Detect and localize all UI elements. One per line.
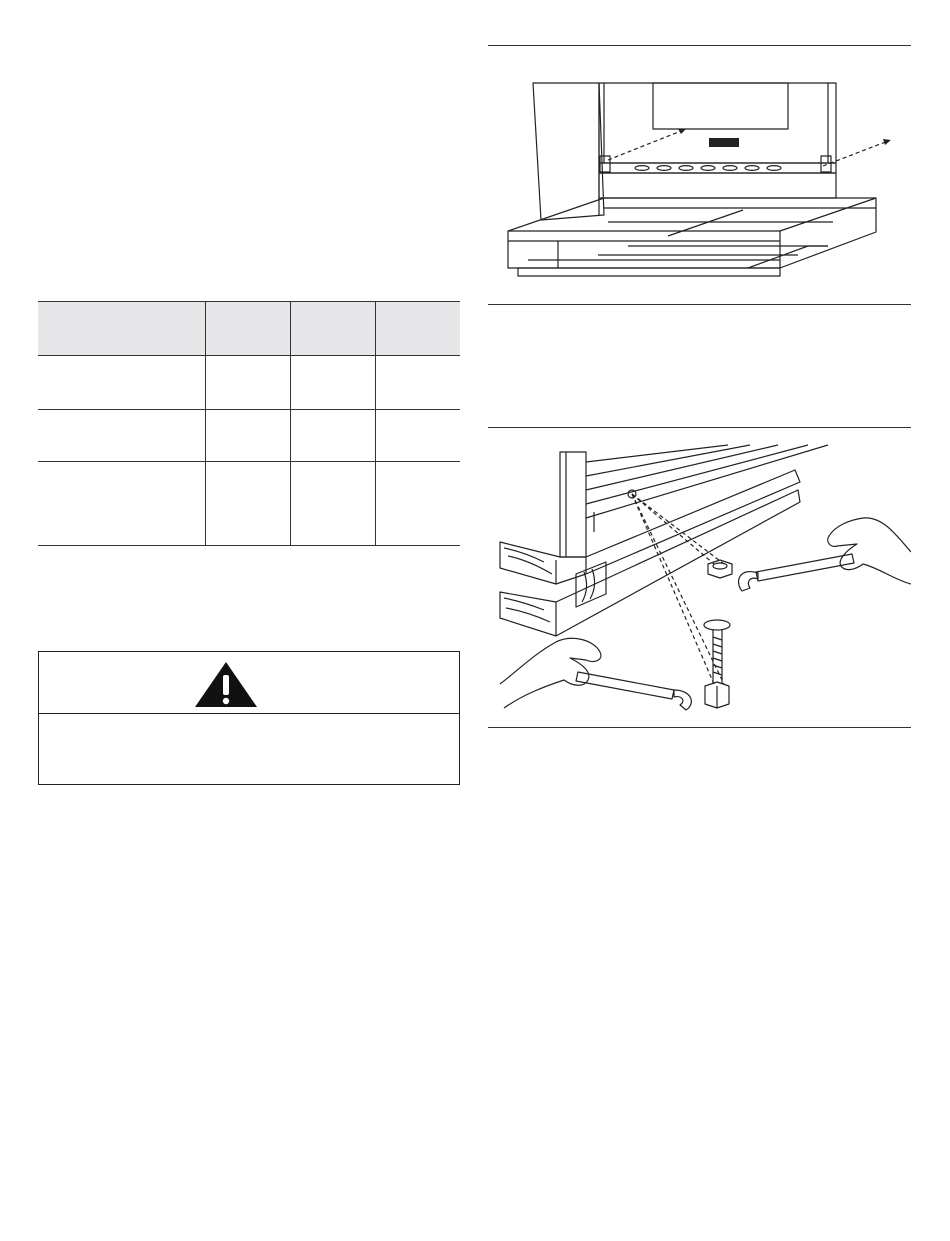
header-cell [206,302,290,355]
bolt-guide-lines [632,494,724,684]
table-cell [376,410,460,461]
header-cell [38,302,205,355]
header-cell [376,302,460,355]
table-cell [38,356,205,409]
figure-bottom-rule [488,304,911,305]
spec-table-header [38,302,460,356]
table-cell [38,410,205,461]
table-cell [291,356,375,409]
table-cell [206,462,290,544]
table-cell [376,356,460,409]
table-row [38,462,460,544]
table-cell [38,462,205,544]
figure-bottom-rule [488,727,911,728]
wrench-icon [576,672,691,710]
column-divider [205,302,206,545]
warning-text [39,714,459,784]
nut-icon [708,560,732,578]
table-cell [206,410,290,461]
wrench-icon [739,554,854,591]
nameplate [709,138,739,147]
unit-on-pallet-figure [488,50,911,300]
table-cell [291,462,375,544]
table-cell [206,356,290,409]
column-divider [375,302,376,545]
warning-triangle-icon [191,658,261,710]
leveling-bolt-icon [704,620,730,708]
warning-header [39,652,459,714]
leveling-bolt-figure [488,432,911,724]
vent-slots [635,166,781,171]
spec-table [38,301,460,546]
table-cell [291,410,375,461]
warning-box [38,651,460,785]
column-divider [290,302,291,545]
table-row [38,356,460,410]
table-row [38,410,460,462]
removal-arrows [608,129,888,166]
figure-top-rule [488,427,911,428]
figure-top-rule [488,45,911,46]
hand-icon [828,518,911,584]
table-cell [376,462,460,544]
header-cell [291,302,375,355]
